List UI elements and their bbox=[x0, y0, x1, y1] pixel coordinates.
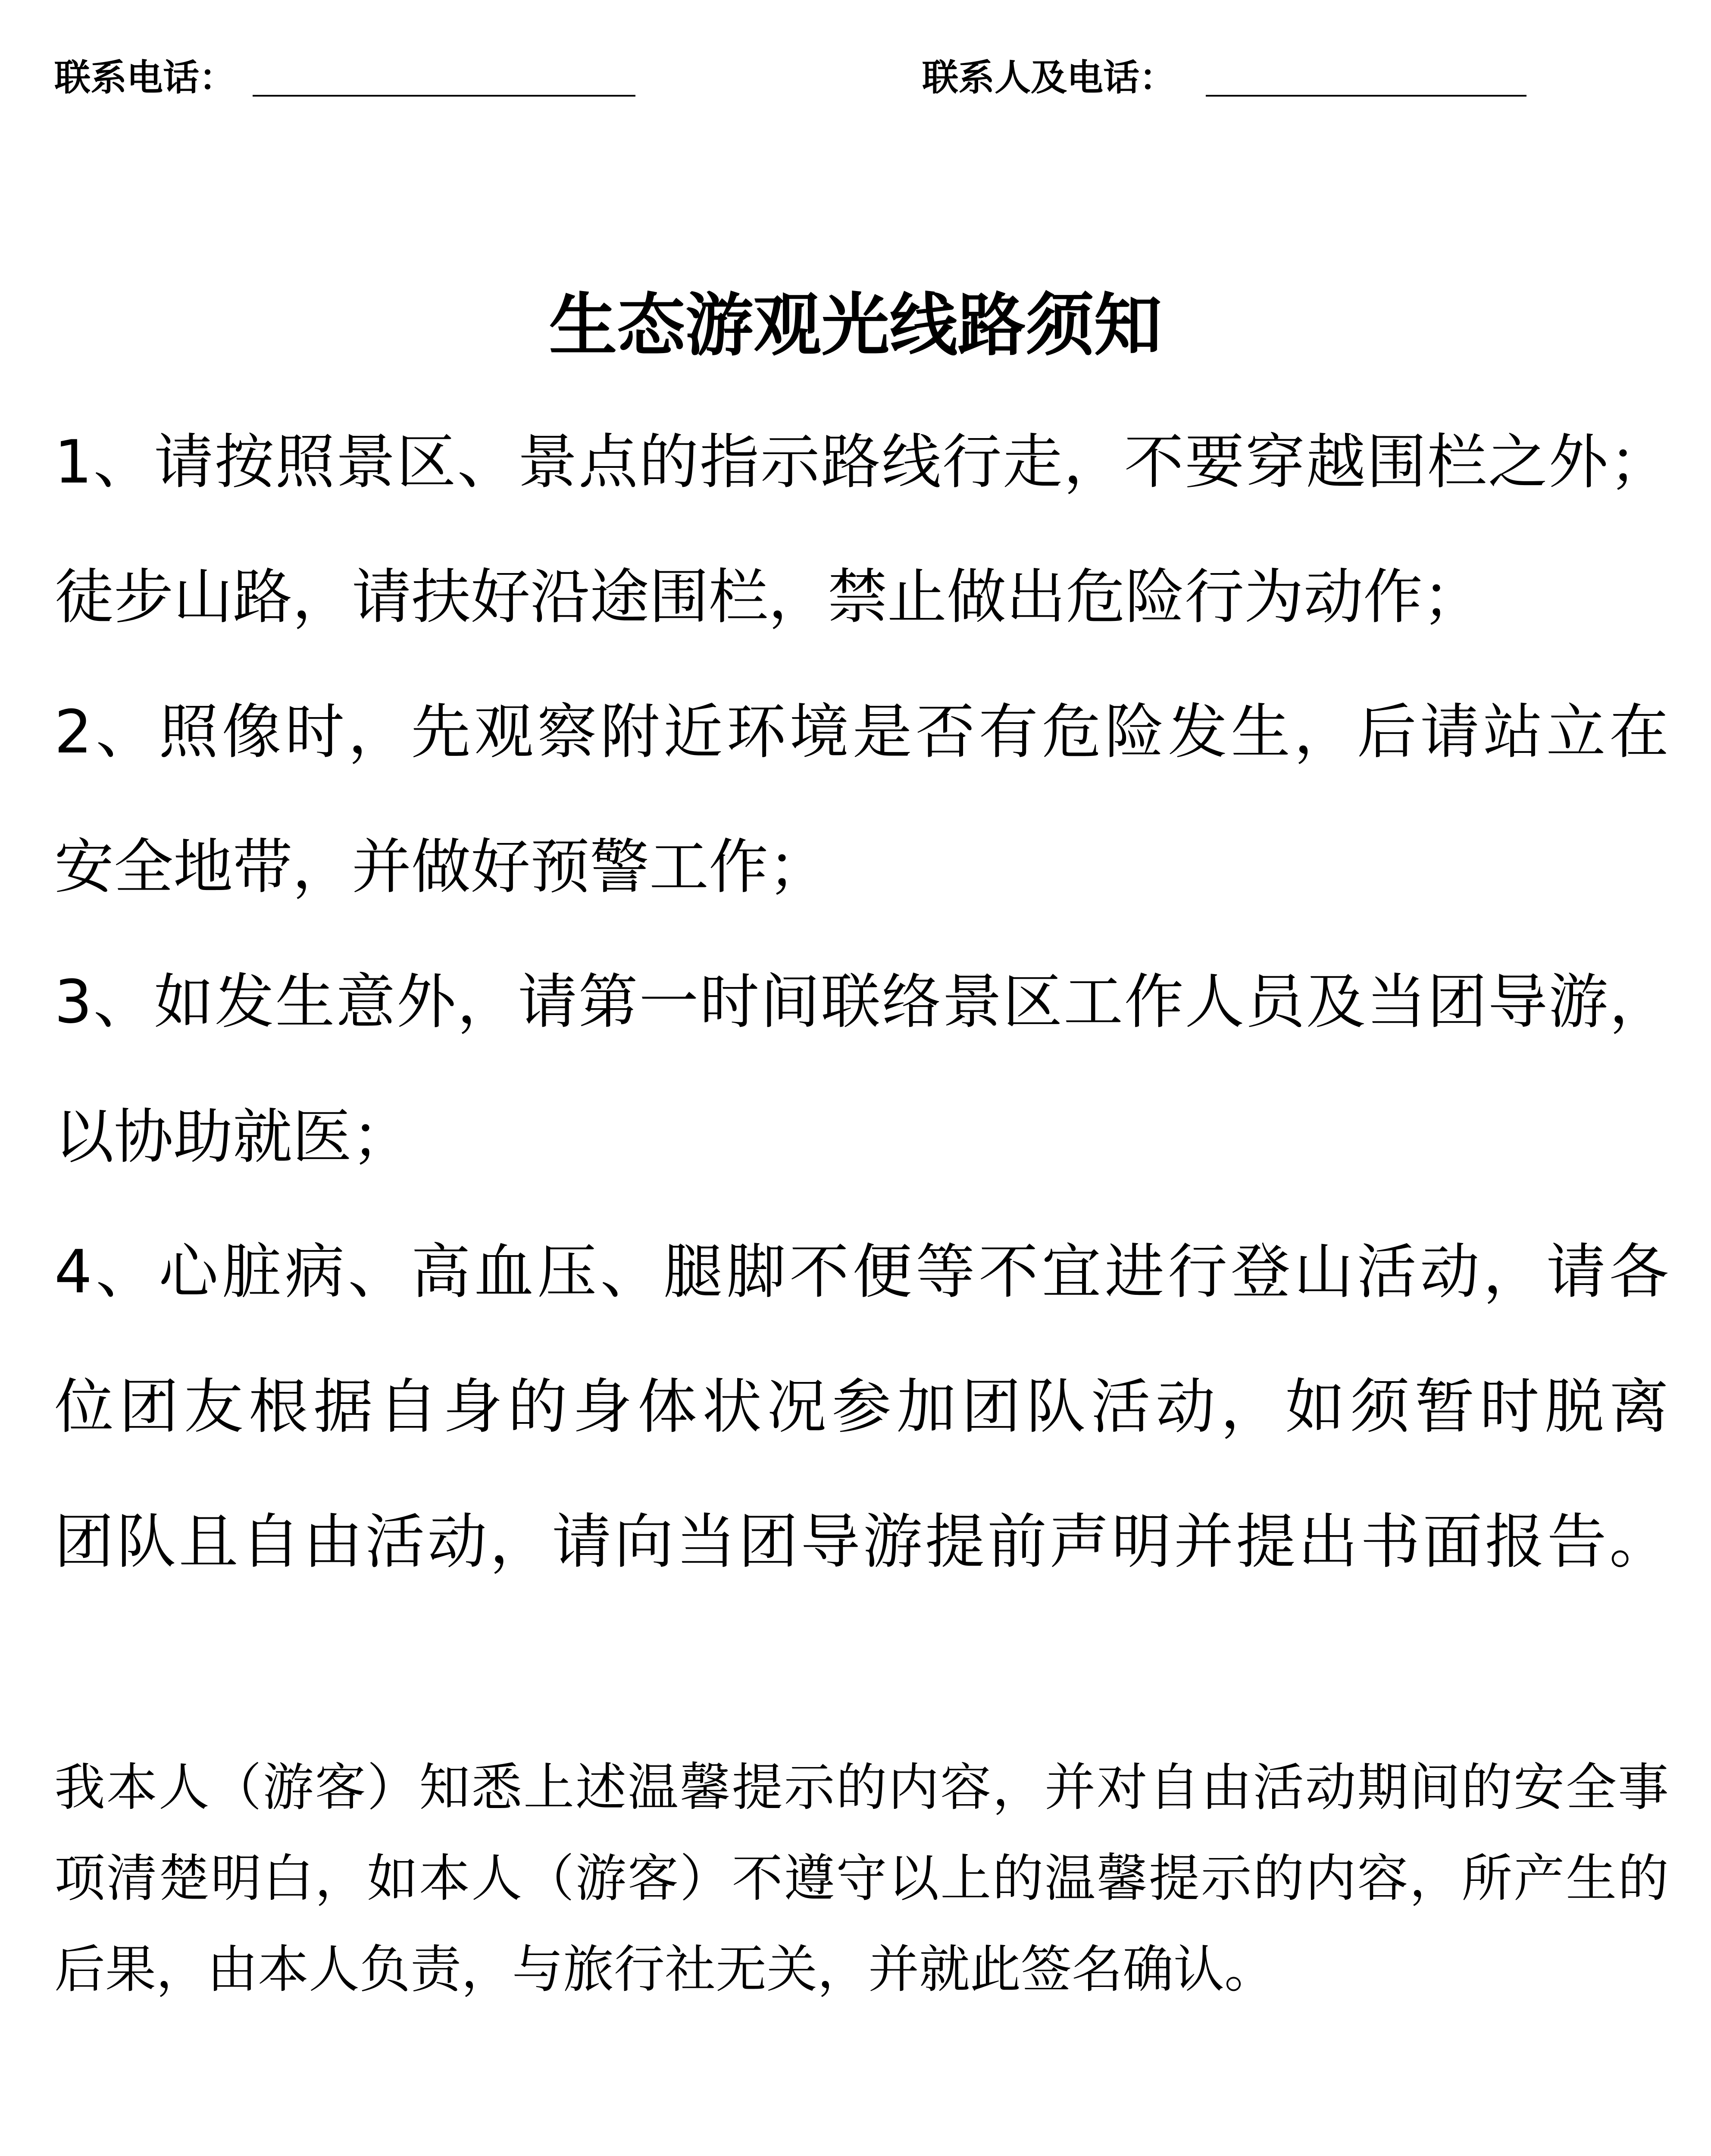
notice-line: 以协助就医； bbox=[54, 1102, 412, 1172]
notice-line: 1、请按照景区、景点的指示路线行走，不要穿越围栏之外； bbox=[54, 427, 1669, 497]
contact-person-phone-blank bbox=[1206, 95, 1526, 97]
notice-line: 团队且自由活动，请向当团导游提前声明并提出书面报告。 bbox=[54, 1507, 1669, 1576]
notice-line: 徒步山路，请扶好沿途围栏，禁止做出危险行为动作； bbox=[54, 562, 1483, 632]
notice-line: 3、如发生意外，请第一时间联络景区工作人员及当团导游， bbox=[54, 967, 1669, 1037]
contact-phone-blank bbox=[253, 95, 635, 97]
notice-line: 2、照像时，先观察附近环境是否有危险发生，后请站立在 bbox=[54, 697, 1669, 767]
notice-list bbox=[54, 395, 1669, 1609]
page-title: 生态游观光线路须知 bbox=[549, 286, 1162, 365]
contact-person-phone-label: 联系人及电话： bbox=[922, 56, 1176, 99]
contact-phone-label: 联系电话： bbox=[54, 56, 236, 99]
declaration-line: 后果，由本人负责，与旅行社无关，并就此签名确认。 bbox=[54, 1940, 1276, 1999]
declaration-paragraph bbox=[54, 1742, 1669, 2015]
notice-line: 4、心脏病、高血压、腿脚不便等不宜进行登山活动，请各 bbox=[54, 1237, 1669, 1307]
declaration-line: 我本人（游客）知悉上述温馨提示的内容，并对自由活动期间的安全事 bbox=[54, 1758, 1669, 1817]
notice-line: 安全地带，并做好预警工作； bbox=[54, 832, 828, 902]
notice-line: 位团友根据自身的身体状况参加团队活动，如须暂时脱离 bbox=[54, 1372, 1669, 1442]
declaration-line: 项清楚明白，如本人（游客）不遵守以上的温馨提示的内容，所产生的 bbox=[54, 1849, 1669, 1908]
